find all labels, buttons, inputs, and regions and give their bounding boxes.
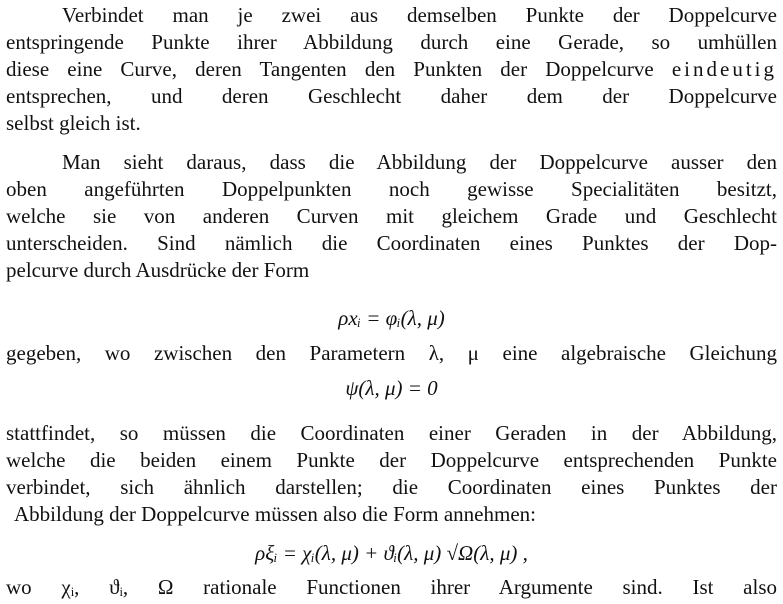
text-line: selbst gleich ist.: [6, 111, 141, 135]
text-line: entsprechen, und deren Geschlecht daher dem der Doppelcurve: [6, 84, 777, 108]
text-line: Man sieht daraus, dass die Abbildung der Doppelcurve ausser den: [62, 150, 777, 174]
emphasized-word: eindeutig: [671, 57, 777, 81]
text-line: verbindet, sich ähnlich darstellen; die Coordinaten eines Punktes der: [6, 475, 777, 499]
text-segment: diese eine Curve, deren Tangenten den Punkten der Doppelcurve: [6, 57, 654, 81]
equation-2: ψ(λ, μ) = 0: [345, 376, 438, 400]
text-line: welche die beiden einem Punkte der Doppelcurve entsprechenden Punkte: [6, 448, 777, 472]
text-line: welche sie von anderen Curven mit gleichem Grade und Geschlecht: [6, 204, 777, 228]
text-line: gegeben, wo zwischen den Parametern λ, μ eine algebraische Gleichung: [6, 341, 777, 365]
equation-3: ρξᵢ = χᵢ(λ, μ) + ϑᵢ(λ, μ) √Ω(λ, μ) ,: [255, 541, 528, 565]
text-line: Verbindet man je zwei aus demselben Punkte der Doppelcurve: [62, 3, 777, 27]
equation-1: ρxᵢ = φᵢ(λ, μ): [338, 306, 445, 330]
text-line: Abbildung der Doppelcurve müssen also die Form annehmen:: [14, 502, 536, 526]
text-line: entspringende Punkte ihrer Abbildung durch eine Gerade, so umhüllen: [6, 30, 777, 54]
text-line: oben angeführten Doppelpunkten noch gewisse Specialitäten besitzt,: [6, 177, 777, 201]
text-line: pelcurve durch Ausdrücke der Form: [6, 258, 310, 282]
text-line: wo χᵢ, ϑᵢ, Ω rationale Functionen ihrer Argumente sind. Ist also: [6, 575, 777, 599]
text-line: unterscheiden. Sind nämlich die Coordinaten eines Punktes der Dop-: [6, 231, 777, 255]
text-line: stattfindet, so müssen die Coordinaten einer Geraden in der Abbildung,: [6, 421, 777, 445]
text-line: [6, 56, 777, 83]
